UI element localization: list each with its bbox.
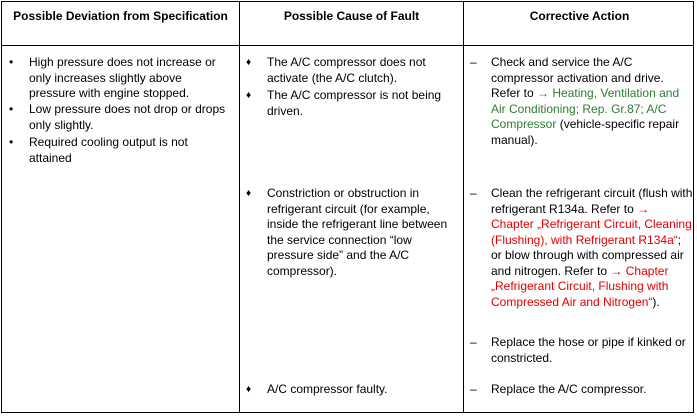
diamond-bullet-icon: ♦ [246,57,252,68]
deviation-item: Low pressure does not drop or drops only slightly. [29,102,226,132]
deviation-item: Required cooling output is not attained [29,135,188,165]
header-divider [2,45,693,46]
deviation-item: High pressure does not increase or only increases slightly above pressure with engine stopped. [29,55,216,100]
action-text: Clean the refrigerant circuit (flush with refrigerant R134a. Refer to [491,186,693,216]
action-text: (vehicle-specific repair manual). [491,117,680,147]
action-text: ). [652,294,660,309]
header-cause: Possible Cause of Fault [283,9,420,23]
column-divider [239,2,240,412]
fault-table [1,1,694,413]
cause-item: Constriction or obstruction in refrigerant circuit (for example, inside the refrigerant line between the service connection “low pressure side” and the A/C compressor). [267,186,448,278]
header-deviation: Possible Deviation from Specification [13,9,228,23]
action-item [491,55,691,148]
diamond-bullet-icon: ♦ [246,90,252,101]
cause-item: The A/C compressor is not being driven. [267,88,442,118]
dash-icon: – [470,186,477,200]
action-text: ; or blow through with compressed air and nitrogen. Refer to [491,232,684,278]
chapter-compressed-air-link[interactable]: → Chapter „Refrigerant Circuit, Flushing with Compressed Air and Nitrogen“ [491,263,669,309]
cause-item: A/C compressor faulty. [267,382,388,396]
action-item [491,186,693,310]
dash-icon: – [470,335,477,349]
action-text: Check and service the A/C compressor activation and drive. Refer to [491,55,664,100]
action-item: Replace the A/C compressor. [491,382,647,396]
action-item: Replace the hose or pipe if kinked or constricted. [491,335,686,365]
bullet-icon: • [9,55,14,69]
dash-icon: – [470,55,477,69]
diamond-bullet-icon: ♦ [246,188,252,199]
dash-icon: – [470,382,477,396]
cause-item: The A/C compressor does not activate (the A/C clutch). [267,55,426,85]
bullet-icon: • [9,102,14,116]
header-action: Corrective Action [529,9,630,23]
bullet-icon: • [9,135,14,149]
chapter-flushing-link[interactable]: → Chapter „Refrigerant Circuit, Cleaning (Flushing), with Refrigerant R134a“ [491,201,692,247]
diamond-bullet-icon: ♦ [246,384,252,395]
repair-manual-link[interactable]: → Heating, Ventilation and Air Conditioning; Rep. Gr.87; A/C Compressor [491,86,680,131]
column-divider [463,2,464,412]
